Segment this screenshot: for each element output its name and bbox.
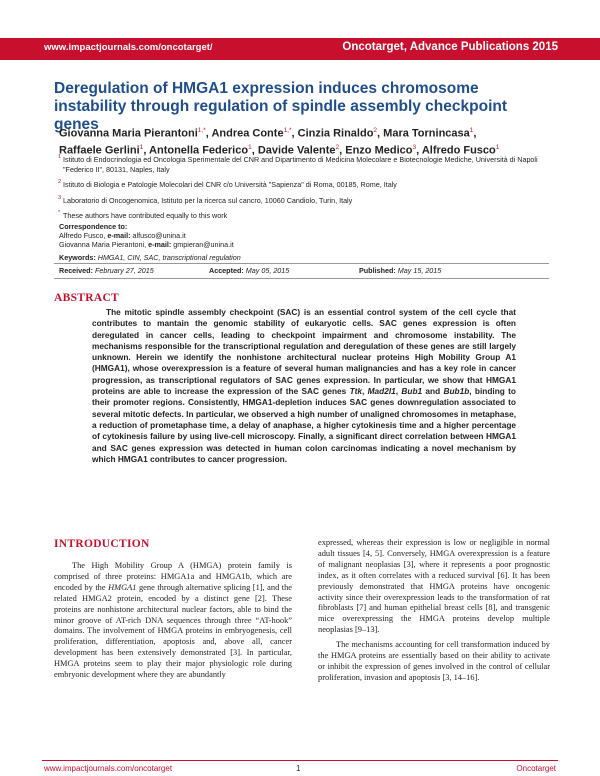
journal-issue: Oncotarget, Advance Publications 2015: [342, 41, 558, 53]
affiliation: 2 Istituto di Biologia e Patologie Molecolari del CNR c/o Università "Sapienza" di Roma, 00185, Rome, Italy: [58, 179, 397, 189]
abstract-heading: ABSTRACT: [54, 292, 120, 304]
intro-column-right: [318, 538, 550, 688]
affiliations: [59, 155, 549, 227]
intro-column-left: [54, 561, 292, 685]
author: Antonella Federico: [149, 144, 249, 157]
abstract-text: The mitotic spindle assembly checkpoint (SAC) is an essential control system of the cell cycle that contributes to mantain the genomic stability of eukaryotic cells. SAC genes expression is often deregulated in cancer cells, leading to checkpoint impairment and chromosome instability. The mechanisms responsible for the transcriptional regulation and deregulation of these genes are still largely unknown. Herein we identify the nonhistone architectural nuclear proteins High Mobility Group A1 (HMGA1), whose overexpression is a feature of several human malignancies and has a key role in cancer progression, as transcriptional regulators of SAC genes expression. In particular, we show that HMGA1 proteins are able to increase the expression of the SAC genes Ttk, Mad2l1, Bub1 and Bub1b, binding to their promoter regions. Consistently, HMGA1-depletion induces SAC genes downregulation associated to several mitotic defects. In particular, we observed a high number of unaligned chromosomes in metaphase, a reduction of prometaphase time, a delay of anaphase, a higher cytokinesis time and a higher percentage of cytokinesis failure by using live-cell microscopy. Finally, a significant direct correlation between HMGA1 and SAC genes expression was detected in human colon carcinomas indicating a novel mechanism by which HMGA1 contributes to cancer progression.: [92, 307, 516, 464]
correspondence-line: Alfredo Fusco, e-mail: alfusco@unina.it: [59, 231, 186, 240]
author: Raffaele Gerlini: [59, 144, 140, 157]
correspondence-line: Giovanna Maria Pierantoni, e-mail: gmpieran@unina.it: [59, 240, 234, 249]
affiliation: 1 Istituto di Endocrinologia ed Oncologia Sperimentale del CNR and Dipartimento di Medicina Molecolare e Biotecnologie Mediche, Università di Napoli "Federico II", 80131, Naples, Italy: [58, 154, 538, 174]
author: Davide Valente: [257, 144, 336, 157]
publication-dates: Received: February 27, 2015 Accepted: May 05, 2015 Published: May 15, 2015: [59, 266, 442, 275]
page-number: 1: [296, 764, 301, 773]
article-title: Deregulation of HMGA1 expression induces chromosome instability through regulation of spindle assembly checkpoint genes: [54, 80, 508, 133]
correspondence-label: Correspondence to:: [59, 222, 128, 231]
email-link[interactable]: alfusco@unina.it: [132, 231, 186, 240]
divider: [54, 263, 549, 264]
divider: [54, 278, 549, 279]
affiliation: 3 Laboratorio di Oncogenomica, Istituto per la ricerca sul cancro, 10060 Candiolo, Turin, Italy: [58, 194, 353, 205]
affiliation: * These authors have contributed equally to this work: [58, 210, 228, 220]
footer-journal: Oncotarget: [516, 764, 556, 773]
author: Enzo Medico: [345, 144, 413, 157]
author: Andrea Conte: [211, 127, 284, 140]
footer-url[interactable]: www.impactjournals.com/oncotarget: [44, 764, 173, 773]
email-link[interactable]: gmpieran@unina.it: [173, 240, 234, 249]
keywords: Keywords: HMGA1, CIN, SAC, transcriptional regulation: [59, 253, 241, 262]
author: Giovanna Maria Pierantoni: [59, 127, 198, 140]
author: Cinzia Rinaldo: [297, 127, 374, 140]
author: Alfredo Fusco: [421, 144, 496, 157]
journal-url[interactable]: www.impactjournals.com/oncotarget/: [44, 42, 213, 53]
paragraph: The mechanisms accounting for cell transformation induced by the HMGA proteins are essentially based on their ability to activate or inhibit the expression of genes involved in the control of cellular proliferation, invasion and apoptosis [3, 14–16].: [318, 640, 550, 682]
paragraph: expressed, whereas their expression is low or negligible in normal adult tissues [4, 5]. Conversely, HMGA overexpression is a feature of malignant neoplasias [3], where it represents a poor prognostic index, as it often correlates with a reduced survival [6]. It has been previously demonstrated that HMGA proteins have oncogenic activity since their overexpression leads to the transformation of rat fibroblasts [7] and human epithelial breast cells [8], and transgenic mice overexpressing the HMGA proteins develop multiple neoplasias [9–13].: [318, 538, 550, 635]
correspondence: [59, 222, 549, 249]
introduction-heading: INTRODUCTION: [54, 538, 150, 550]
paragraph: The High Mobility Group A (HMGA) protein family is comprised of three proteins: HMGA1a and HMGA1b, which are encoded by the HMGA1 gene through alternative splicing [1], and the related HMGA2 protein, encoded by a distinct gene [2]. These proteins are nonhistone architectural nuclear factors, able to bind the minor groove of AT-rich DNA sequences through three “AT-hook” domains. The involvement of HMGA proteins in embryogenesis, cell proliferation, differentiation, apoptosis and, above all, cancer development has been extensively demonstrated [3]. In particular, HMGA proteins seem to play their major physiologic role during embryonic development where they are abundantly: [54, 561, 293, 680]
footer-rule: [42, 760, 558, 761]
author-list: Giovanna Maria Pierantoni$^{1,*}$, Andrea Conte$^{1,*}$, Cinzia Rinaldo$^2$, Mara Tornincasa$^1$, Raffaele Gerlini$^1$, Antonella Federico$^1$, Davide Valente$^2$, Enzo Medico$^3$, Alfredo Fusco$^1$: [59, 127, 500, 157]
author: Mara Tornincasa: [383, 127, 470, 140]
